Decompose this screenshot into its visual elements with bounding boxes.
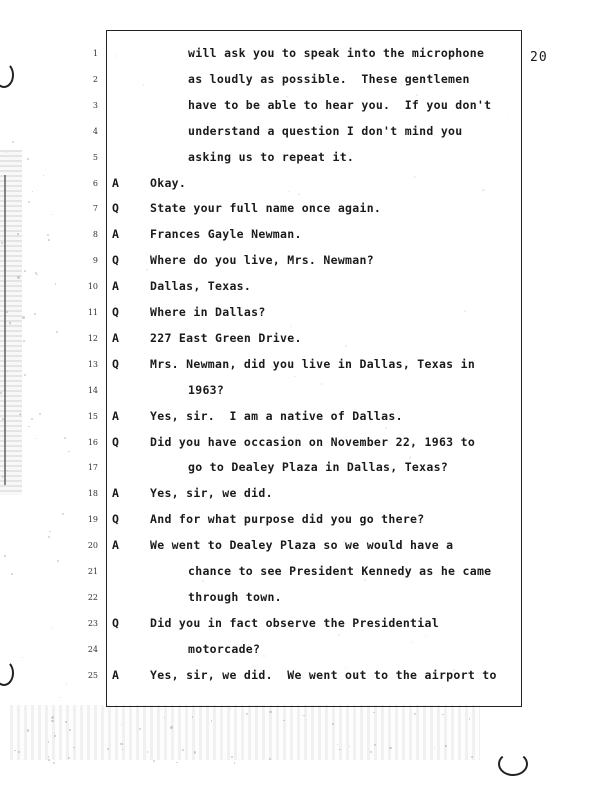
transcript-line (0, 486, 612, 506)
line-number: 13 (87, 359, 98, 369)
scan-speckle (116, 55, 117, 56)
scan-speckle (469, 718, 470, 719)
speaker-label: Q (112, 253, 119, 268)
speaker-label: A (112, 175, 119, 190)
scan-speckle (49, 531, 50, 532)
line-text: 1963? (188, 382, 225, 397)
speaker-label: Q (112, 356, 119, 371)
scan-speckle (17, 276, 19, 278)
line-text: Where do you live, Mrs. Newman? (150, 253, 374, 268)
line-number: 23 (87, 618, 98, 628)
line-text: will ask you to speak into the microphone (188, 46, 485, 60)
scan-speckle (176, 762, 177, 763)
scan-speckle (469, 212, 470, 213)
transcript-line (0, 383, 612, 403)
line-text: Dallas, Texas. (150, 279, 252, 294)
line-number: 21 (87, 567, 98, 576)
line-text: understand a question I don't mind you (188, 123, 463, 138)
speaker-label: A (112, 667, 119, 682)
speaker-label: A (112, 330, 119, 345)
transcript-line (0, 512, 612, 532)
line-text: Yes, sir. I am a native of Dallas. (150, 408, 403, 423)
scan-speckle (48, 536, 50, 538)
line-text: asking us to repeat it. (188, 149, 355, 164)
scan-speckle (507, 115, 508, 116)
line-text: Frances Gayle Newman. (150, 227, 302, 242)
line-number: 15 (87, 411, 98, 421)
line-number: 7 (92, 204, 98, 214)
scan-speckle (364, 579, 366, 581)
scan-speckle (0, 392, 2, 394)
transcript-line (0, 279, 612, 299)
speaker-label: A (112, 538, 119, 553)
transcript-line (0, 538, 612, 558)
scan-speckle (23, 340, 25, 342)
line-text: go to Dealey Plaza in Dallas, Texas? (188, 460, 449, 475)
scan-speckle (412, 641, 414, 643)
line-text: through town. (188, 589, 282, 604)
corner-scan-mark (498, 752, 528, 776)
scan-speckle (146, 269, 148, 271)
scan-speckle (453, 669, 454, 670)
line-number: 20 (87, 541, 98, 551)
transcript-line (0, 409, 612, 429)
speaker-label: Q (112, 305, 119, 319)
scan-speckle (12, 141, 14, 143)
scan-speckle (122, 749, 123, 750)
page-number: 20 (530, 50, 548, 65)
scan-speckle (269, 711, 271, 713)
scan-speckle (337, 744, 338, 745)
line-text: State your full name once again. (150, 201, 382, 216)
transcript-line (0, 124, 612, 144)
line-number: 18 (87, 489, 98, 499)
line-text: 227 East Green Drive. (150, 330, 302, 345)
speaker-label: Q (112, 615, 119, 630)
line-number: 25 (87, 670, 98, 680)
speaker-label: A (112, 408, 119, 423)
line-text: chance to see President Kennedy as he came (188, 564, 492, 578)
scan-speckle (36, 274, 38, 276)
scan-speckle (11, 573, 13, 575)
speaker-label: Q (112, 434, 119, 449)
scan-speckle (283, 720, 284, 721)
transcript-line (0, 72, 612, 92)
scan-speckle (4, 555, 6, 557)
scan-speckle (345, 345, 347, 347)
line-number: 17 (87, 463, 98, 473)
scan-speckle (464, 310, 466, 312)
transcript-line (0, 642, 612, 662)
scan-speckle (120, 743, 122, 745)
transcript-line (0, 357, 612, 377)
scan-speckle (27, 158, 29, 160)
line-text: Okay. (150, 175, 187, 190)
scan-speckle (202, 154, 205, 157)
scan-speckle (52, 716, 54, 718)
scan-speckle (450, 59, 451, 60)
line-number: 24 (87, 644, 98, 654)
line-text: Yes, sir, we did. (150, 486, 273, 501)
transcript-line (0, 460, 612, 480)
transcript-line (0, 227, 612, 247)
scan-speckle (471, 756, 473, 758)
speaker-label: A (112, 279, 119, 294)
line-text: And for what purpose did you go there? (150, 512, 425, 527)
line-number: 5 (92, 152, 98, 162)
line-text: motorcade? (188, 641, 261, 656)
line-number: 3 (92, 100, 98, 110)
scan-speckle (51, 720, 53, 722)
scan-speckle (303, 715, 304, 716)
scan-speckle (32, 191, 33, 192)
line-number: 8 (92, 230, 98, 240)
transcript-line (0, 435, 612, 455)
scan-speckle (139, 728, 141, 730)
scan-speckle (246, 713, 248, 715)
line-number: 2 (92, 74, 98, 84)
line-number: 6 (92, 178, 98, 188)
transcript-line (0, 176, 612, 196)
scan-speckle (56, 331, 58, 333)
scan-speckle (34, 313, 36, 315)
speaker-label: A (112, 227, 119, 242)
scan-speckle (416, 94, 418, 96)
line-number: 16 (87, 437, 98, 447)
scan-speckle (373, 712, 374, 713)
scan-speckle (482, 189, 485, 192)
line-number: 12 (87, 333, 98, 343)
transcript-line (0, 150, 612, 170)
scan-speckle (22, 316, 25, 319)
transcript-line (0, 590, 612, 610)
scan-speckle (271, 366, 273, 368)
transcript-line (0, 201, 612, 221)
scan-speckle (202, 580, 204, 582)
scan-speckle (48, 239, 50, 241)
speaker-label: A (112, 486, 119, 501)
line-number: 19 (87, 515, 98, 525)
transcript-line (0, 305, 612, 325)
speaker-label: Q (112, 512, 119, 527)
transcript-line (0, 616, 612, 636)
scan-speckle (57, 560, 59, 562)
line-text: have to be able to hear you. If you don't (188, 97, 492, 112)
scan-speckle (343, 541, 345, 543)
scan-speckle (170, 726, 173, 729)
line-number: 11 (87, 308, 98, 317)
line-number: 1 (92, 49, 98, 58)
scan-speckle (48, 741, 50, 743)
scan-speckle (339, 749, 340, 750)
scan-speckle (17, 233, 19, 235)
scan-speckle (6, 152, 7, 153)
transcript-line (0, 46, 612, 66)
line-text: Did you in fact observe the Presidential (150, 615, 439, 630)
scan-speckle (385, 427, 387, 429)
scan-speckle (59, 697, 60, 698)
line-text: Mrs. Newman, did you live in Dallas, Texas in (150, 356, 476, 371)
line-text: Did you have occasion on November 22, 1963 to (150, 434, 476, 449)
transcript-line (0, 253, 612, 273)
line-text: Where in Dallas? (150, 305, 266, 319)
scan-speckle (182, 749, 184, 751)
speaker-label: Q (112, 201, 119, 216)
line-number: 14 (87, 385, 98, 395)
transcript-line (0, 668, 612, 688)
scan-speckle (48, 759, 50, 761)
scan-speckle (231, 756, 233, 758)
line-text: as loudly as possible. These gentlemen (188, 71, 470, 86)
line-number: 10 (87, 282, 98, 292)
transcript-line (0, 331, 612, 351)
transcript-line (0, 564, 612, 584)
scan-speckle (24, 270, 26, 272)
transcript-line (0, 98, 612, 118)
line-text: Yes, sir, we did. We went out to the airport to (150, 667, 497, 682)
scan-speckle (18, 751, 20, 753)
line-number: 4 (92, 126, 98, 136)
line-text: We went to Dealey Plaza so we would have a (150, 538, 454, 553)
scan-speckle (414, 713, 416, 715)
scan-speckle (19, 414, 20, 415)
line-number: 9 (92, 256, 98, 266)
scan-speckle (53, 762, 55, 764)
scan-speckle (298, 193, 299, 194)
line-number: 22 (87, 592, 98, 602)
scan-speckle (269, 758, 271, 760)
scan-speckle (54, 735, 55, 736)
scan-speckle (153, 760, 155, 762)
scan-speckle (234, 762, 235, 763)
